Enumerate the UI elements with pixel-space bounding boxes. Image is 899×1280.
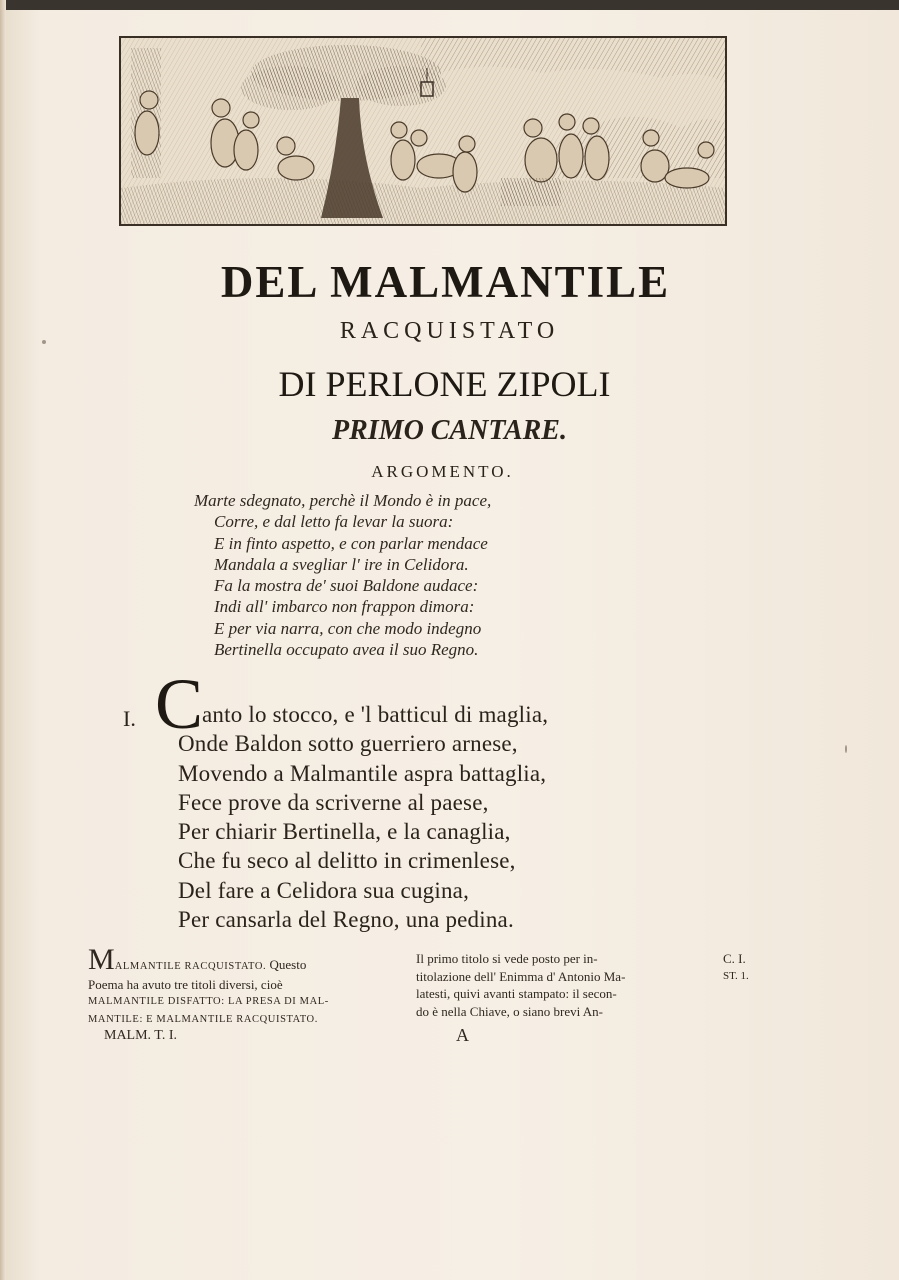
note-text: Questo <box>266 957 307 972</box>
note-line: MANTILE: E MALMANTILE RACQUISTATO. <box>88 1013 318 1025</box>
stanza-number: I. <box>123 706 136 731</box>
verse-line: Onde Baldon sotto guerriero arnese, <box>178 731 518 757</box>
note-line: titolazione dell' Enimma d' Antonio Ma- <box>416 968 626 984</box>
verse-line: Del fare a Celidora sua cugina, <box>178 877 470 903</box>
signature-mark: MALM. T. I. <box>104 1028 177 1043</box>
page-title: DEL MALMANTILE <box>220 257 671 307</box>
paper-spot <box>42 340 46 344</box>
verse-line: Per chiarir Bertinella, e la canaglia, <box>178 819 511 845</box>
note-line: MALMANTILE DISFATTO: LA PRESA DI MAL- <box>88 996 329 1007</box>
note-line: Poema ha avuto tre titoli diversi, cioè <box>88 976 283 992</box>
argomento-line: Indi all' imbarco non frappon dimora: <box>214 597 475 617</box>
argomento-line: Bertinella occupato avea il suo Regno. <box>214 640 479 660</box>
engraving-headpiece <box>119 36 727 226</box>
argomento-line: Corre, e dal letto fa levar la suora: <box>214 512 454 532</box>
note-line <box>88 943 398 976</box>
note-line: latesti, quivi avanti stampato: il secon- <box>416 986 617 1001</box>
footnote-right-column <box>416 950 716 1020</box>
footnote-left-column <box>88 943 398 1028</box>
paper-spot <box>845 745 847 753</box>
page-subtitle: RACQUISTATO <box>339 318 560 344</box>
margin-reference <box>723 950 749 985</box>
verse-line: Fece prove da scriverne al paese, <box>178 789 489 815</box>
argomento-line: Marte sdegnato, perchè il Mondo è in pace, <box>194 491 492 510</box>
argomento-heading: ARGOMENTO. <box>371 462 514 481</box>
verse-line: Per cansarla del Regno, una pedina. <box>178 907 514 933</box>
margin-ref-stanza: ST. 1. <box>723 969 749 982</box>
note-smallcaps: ALMANTILE RACQUISTATO. <box>114 961 267 972</box>
argomento-line: Fa la mostra de' suoi Baldone audace: <box>214 576 479 596</box>
page-top-edge <box>0 0 899 10</box>
engraving-illustration <box>121 38 725 224</box>
verse-line: Che fu seco al delitto in crimenlese, <box>178 848 516 874</box>
stanza-block <box>178 700 698 934</box>
page-gutter <box>0 0 6 1280</box>
note-line: Il primo titolo si vede posto per in- <box>416 951 598 966</box>
gathering-letter: A <box>456 1025 469 1045</box>
verse-line: Movendo a Malmantile aspra battaglia, <box>178 760 547 786</box>
canto-heading: PRIMO CANTARE. <box>332 415 567 446</box>
margin-ref-canto: C. I. <box>723 951 746 966</box>
author-line: DI PERLONE ZIPOLI <box>278 364 611 404</box>
note-line: do è nella Chiave, o siano brevi An- <box>416 1003 604 1019</box>
argomento-line: E per via narra, con che modo indegno <box>214 618 482 638</box>
verse-line: anto lo stocco, e 'l batticul di maglia, <box>202 702 549 727</box>
note-drop-cap: M <box>88 943 115 976</box>
argomento-line: E in finto aspetto, e con parlar mendace <box>214 533 488 553</box>
argomento-block <box>190 490 610 660</box>
drop-cap: C <box>155 664 204 744</box>
argomento-line: Mandala a svegliar l' ire in Celidora. <box>214 554 469 574</box>
